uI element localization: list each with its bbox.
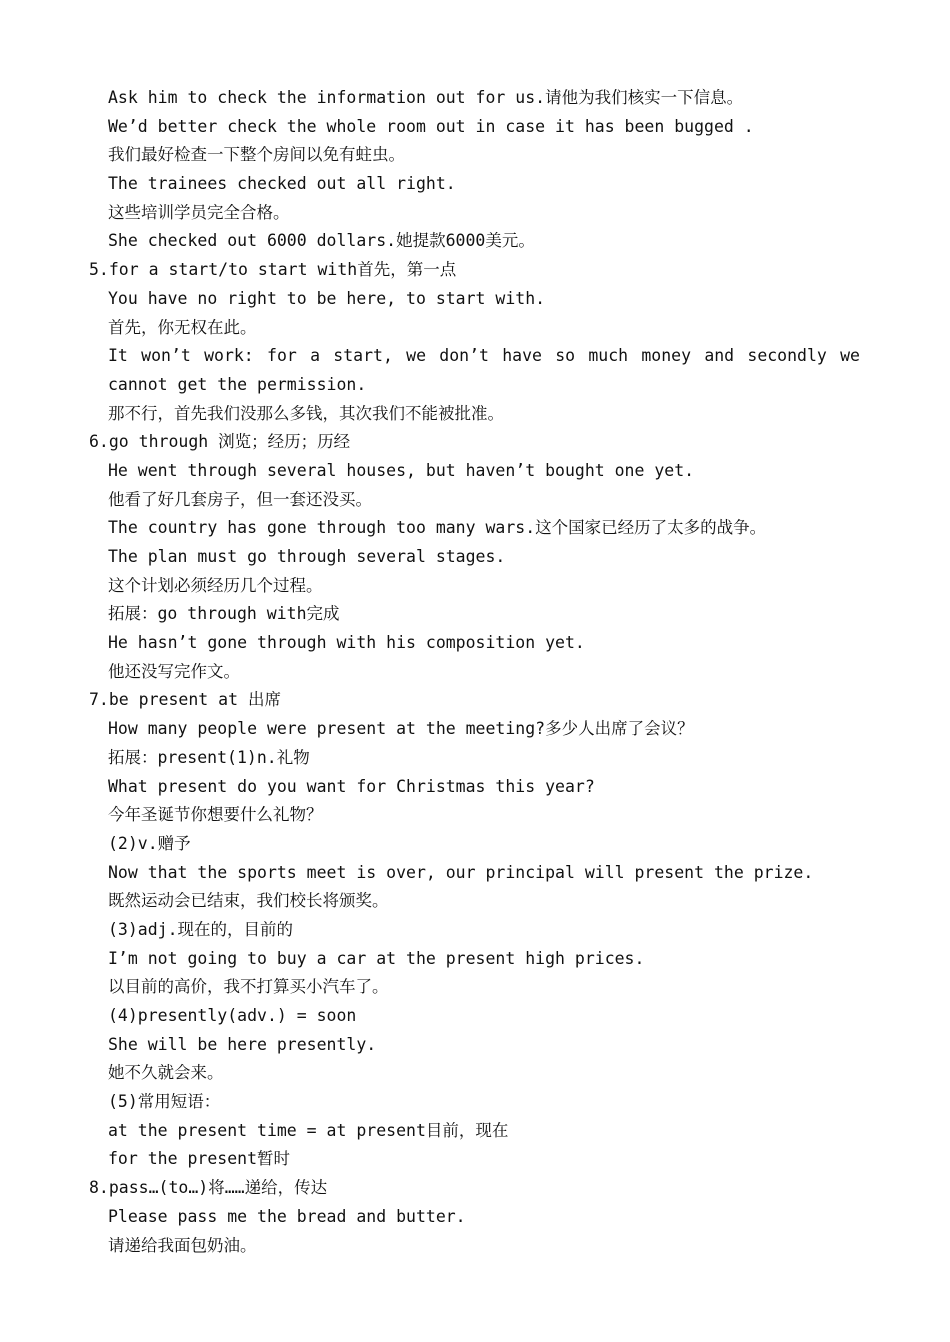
text-line: 他看了好几套房子，但一套还没买。	[108, 489, 372, 509]
text-line: She will be here presently.	[108, 1034, 377, 1054]
text-line: at the present time = at present目前，现在	[108, 1120, 509, 1140]
text-line: 以目前的高价，我不打算买小汽车了。	[108, 977, 389, 997]
text-line: 他还没写完作文。	[108, 661, 240, 681]
text-line: You have no right to be here, to start with.	[108, 288, 546, 308]
text-line: 今年圣诞节你想要什么礼物？	[108, 805, 323, 825]
numbered-heading-line: 6.go through 浏览；经历；历经	[89, 432, 351, 452]
text-line: The plan must go through several stages.	[108, 547, 506, 566]
text-line: 首先，你无权在此。	[108, 317, 257, 337]
text-line: (4)presently(adv.) = soon	[108, 1006, 357, 1025]
text-line: (5)常用短语：	[108, 1092, 221, 1112]
text-line: He went through several houses, but haven’t bought one yet.	[108, 460, 695, 480]
text-line: 这些培训学员完全合格。	[108, 202, 290, 222]
text-line: What present do you want for Christmas this year?	[108, 776, 595, 796]
numbered-heading-line: 8.pass…(to…)将……递给，传达	[89, 1178, 328, 1198]
numbered-heading-line: 7.be present at 出席	[89, 690, 281, 710]
text-line: 拓展：go through with完成	[108, 604, 340, 624]
text-line: for the present暂时	[108, 1149, 291, 1169]
document-page	[0, 84, 950, 1260]
text-line: Please pass me the bread and butter.	[108, 1206, 466, 1226]
text-line: The trainees checked out all right.	[108, 174, 456, 194]
text-line: (3)adj.现在的，目前的	[108, 919, 294, 939]
text-line: We’d better check the whole room out in case it has been bugged .	[108, 116, 754, 136]
text-line: He hasn’t gone through with his composition yet.	[108, 633, 585, 653]
text-line: I’m not going to buy a car at the present high prices.	[108, 948, 645, 968]
text-line: Now that the sports meet is over, our principal will present the prize.	[108, 862, 814, 882]
text-line: 那不行，首先我们没那么多钱，其次我们不能被批准。	[108, 403, 504, 423]
text-line: Ask him to check the information out for us.请他为我们核实一下信息。	[108, 88, 744, 107]
text-line: 既然运动会已结束，我们校长将颁奖。	[108, 891, 389, 911]
text-line: cannot get the permission.	[108, 374, 367, 394]
text-line: (2)v.赠予	[108, 833, 191, 853]
text-line: 她不久就会来。	[108, 1063, 224, 1083]
text-line: 请递给我面包奶油。	[108, 1235, 257, 1255]
text-line: 这个计划必须经历几个过程。	[108, 575, 323, 595]
text-line: 拓展：present(1)n.礼物	[108, 747, 310, 767]
numbered-heading-line: 5.for a start/to start with首先，第一点	[89, 260, 457, 280]
text-line: How many people were present at the meeting?多少人出席了会议？	[108, 719, 694, 739]
text-line: It won’t work: for a start, we don’t have so much money and secondly we	[108, 346, 860, 366]
text-line: 我们最好检查一下整个房间以免有蛀虫。	[108, 145, 405, 165]
text-line: The country has gone through too many wars.这个国家已经历了太多的战争。	[108, 518, 767, 538]
text-line: She checked out 6000 dollars.她提款6000美元。	[108, 231, 535, 251]
